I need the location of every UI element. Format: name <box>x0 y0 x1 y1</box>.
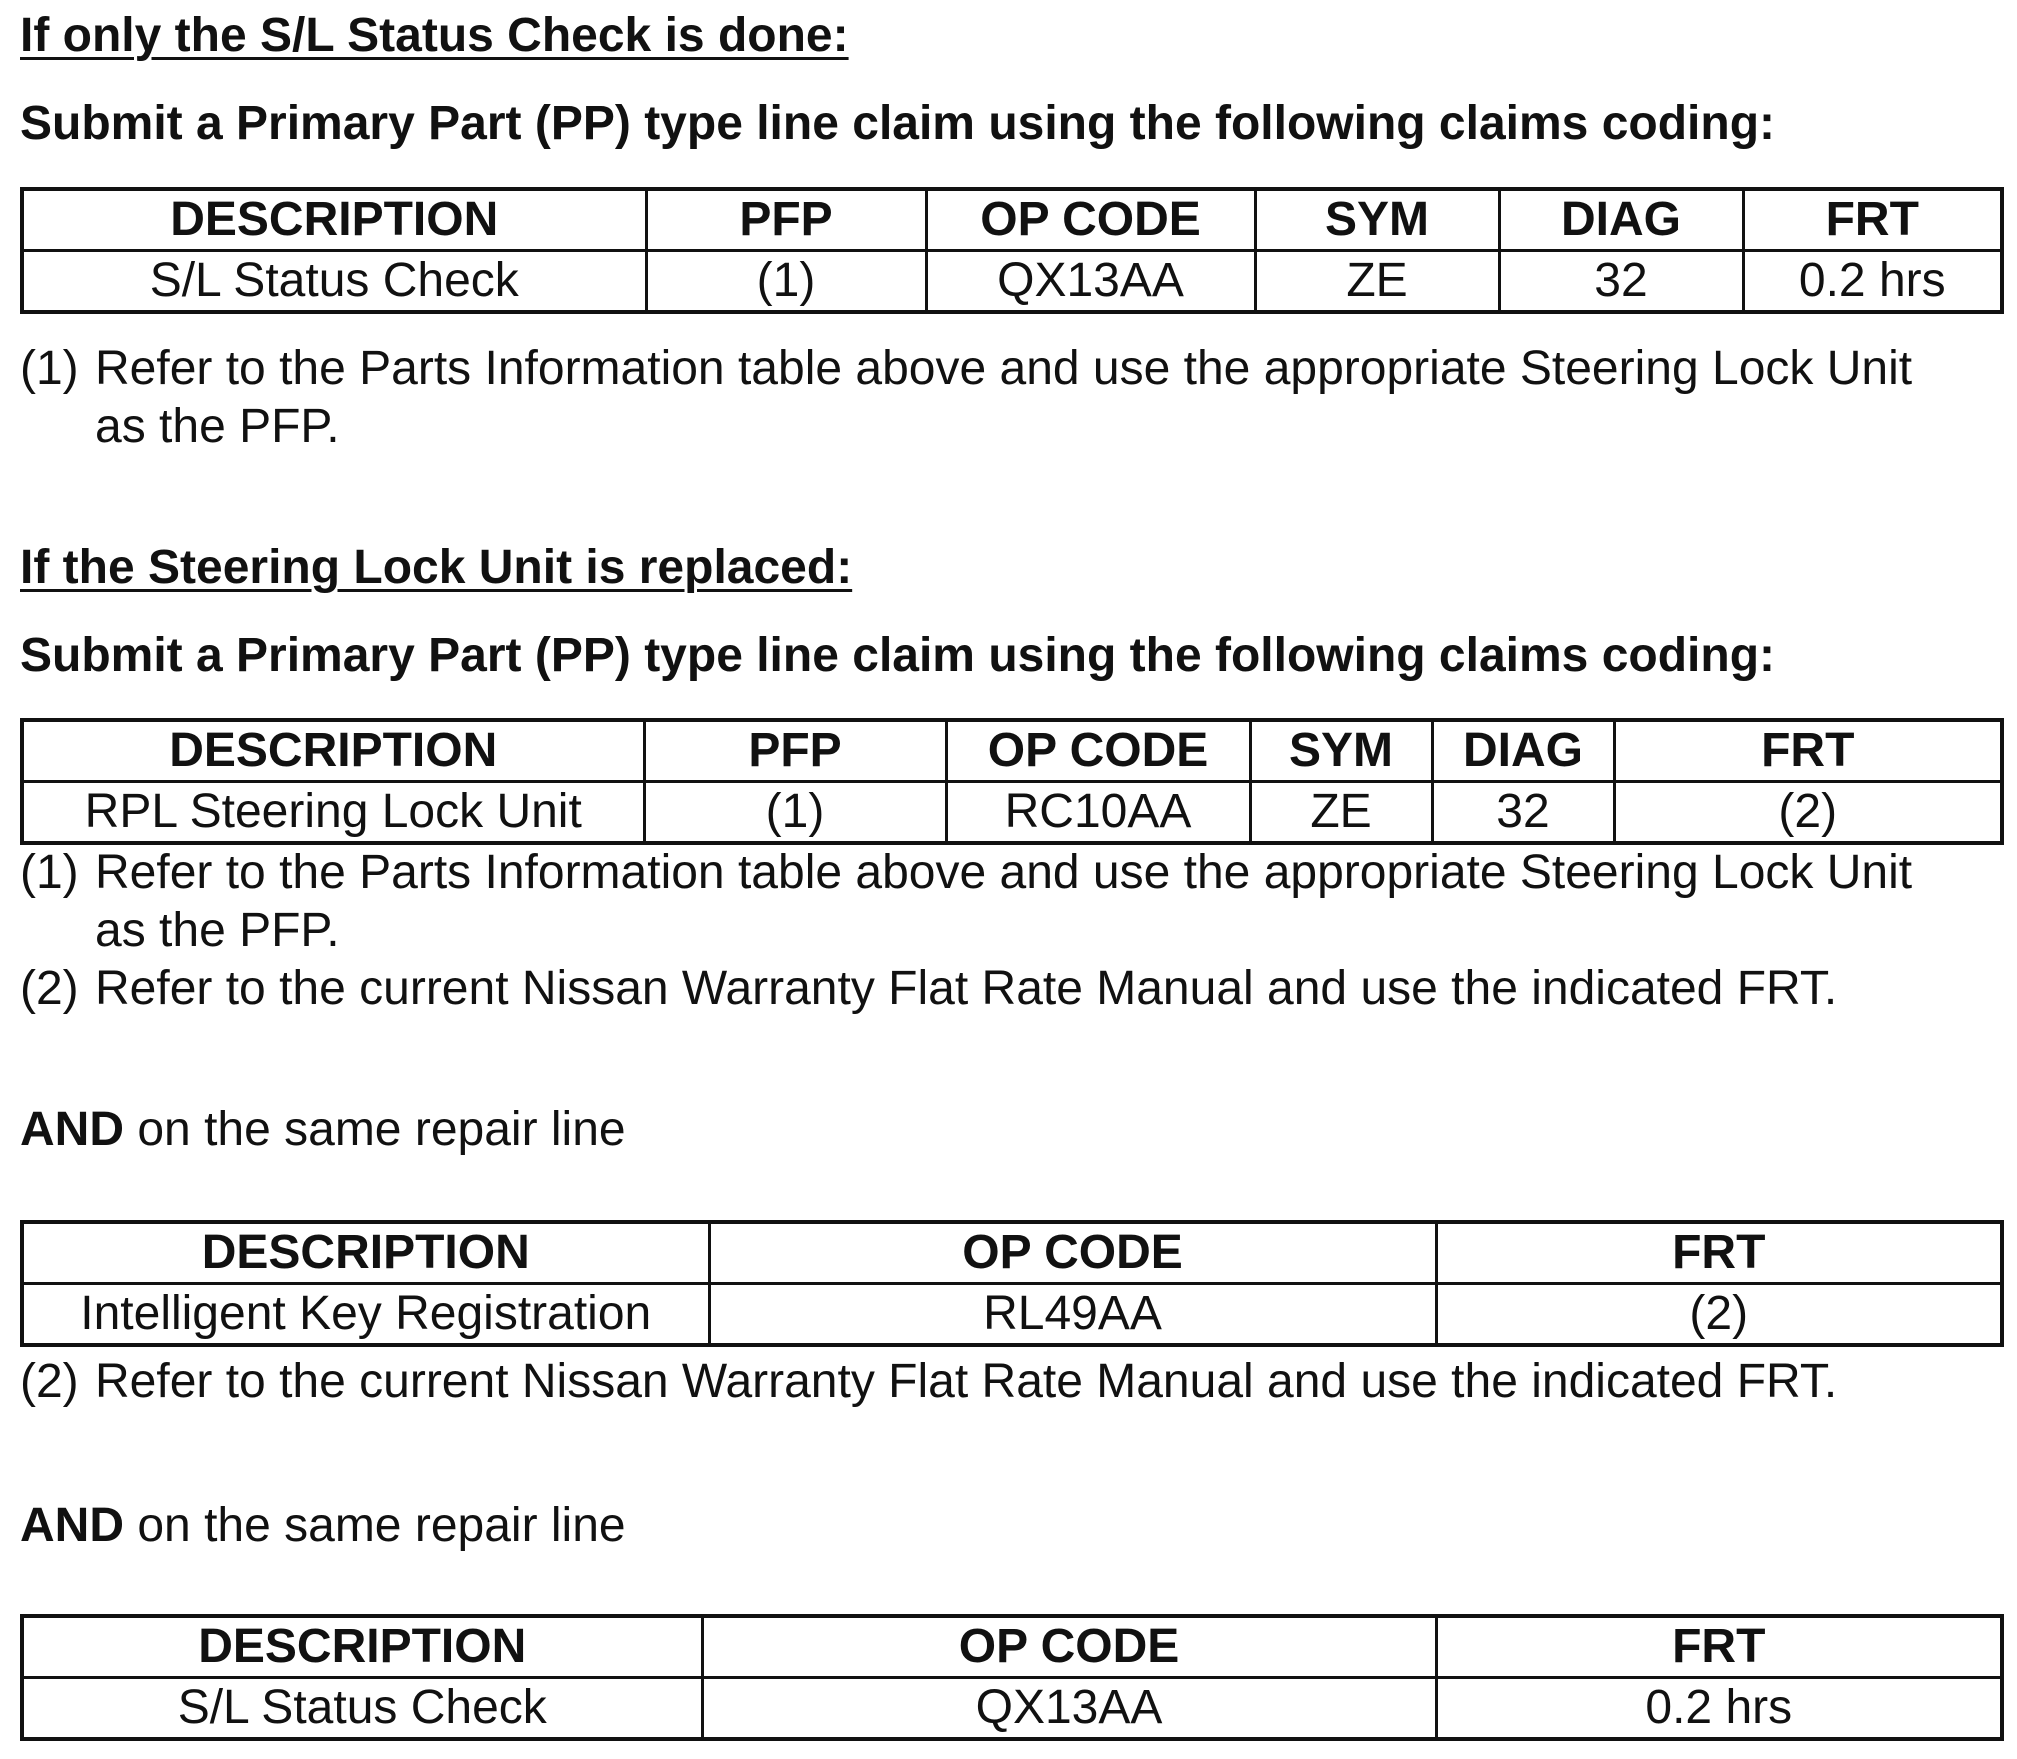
header-description: DESCRIPTION <box>22 1222 709 1284</box>
section2-footnotes <box>20 844 1912 1018</box>
cell-op-code: RC10AA <box>946 782 1250 844</box>
cell-frt: (2) <box>1436 1284 2002 1346</box>
and-keyword: AND <box>20 1103 124 1156</box>
cell-sym: ZE <box>1255 251 1499 313</box>
section1-heading: If only the S/L Status Check is done: <box>20 9 849 62</box>
header-frt: FRT <box>1436 1616 2002 1678</box>
footnote-text: Refer to the current Nissan Warranty Flat Rate Manual and use the indicated FRT. <box>95 1355 1838 1408</box>
header-diag: DIAG <box>1432 720 1614 782</box>
cell-op-code: QX13AA <box>702 1678 1436 1740</box>
footnote-text: Refer to the Parts Information table above and use the appropriate Steering Lock Unit <box>95 342 1913 395</box>
and-same-repair-line-1 <box>20 1102 626 1157</box>
footnote-number: (2) <box>20 962 79 1015</box>
section1-claims-table <box>20 187 2004 314</box>
cell-sym: ZE <box>1250 782 1432 844</box>
cell-diag: 32 <box>1499 251 1743 313</box>
footnote-2 <box>20 960 1912 1018</box>
table-row <box>22 1284 2002 1346</box>
footnote-number: (2) <box>20 1355 79 1408</box>
and-text: on the same repair line <box>124 1499 626 1552</box>
table-row <box>22 782 2002 844</box>
section1-instruction: Submit a Primary Part (PP) type line claim using the following claims coding: <box>20 97 1775 150</box>
header-sym: SYM <box>1250 720 1432 782</box>
cell-description: Intelligent Key Registration <box>22 1284 709 1346</box>
footnote-text: Refer to the Parts Information table above and use the appropriate Steering Lock Unit <box>95 846 1913 899</box>
table-header-row <box>22 1222 2002 1284</box>
header-op-code: OP CODE <box>709 1222 1436 1284</box>
footnote-continuation: as the PFP. <box>95 904 340 957</box>
and-keyword: AND <box>20 1499 124 1552</box>
cell-op-code: RL49AA <box>709 1284 1436 1346</box>
table-header-row <box>22 720 2002 782</box>
and-text: on the same repair line <box>124 1103 626 1156</box>
cell-description: S/L Status Check <box>22 251 646 313</box>
key-registration-table <box>20 1220 2004 1347</box>
cell-frt: 0.2 hrs <box>1743 251 2002 313</box>
cell-frt: 0.2 hrs <box>1436 1678 2002 1740</box>
footnote-continuation: as the PFP. <box>95 400 340 453</box>
and-same-repair-line-2 <box>20 1498 626 1553</box>
header-description: DESCRIPTION <box>22 720 644 782</box>
cell-description: S/L Status Check <box>22 1678 702 1740</box>
table-header-row <box>22 1616 2002 1678</box>
footnote-number: (1) <box>20 846 79 899</box>
section2-heading: If the Steering Lock Unit is replaced: <box>20 541 853 594</box>
header-diag: DIAG <box>1499 189 1743 251</box>
section2-instruction: Submit a Primary Part (PP) type line claim using the following claims coding: <box>20 629 1775 682</box>
footnote-text: Refer to the current Nissan Warranty Flat Rate Manual and use the indicated FRT. <box>95 962 1838 1015</box>
header-frt: FRT <box>1436 1222 2002 1284</box>
header-op-code: OP CODE <box>946 720 1250 782</box>
header-sym: SYM <box>1255 189 1499 251</box>
footnote-1 <box>20 844 1912 902</box>
header-op-code: OP CODE <box>926 189 1255 251</box>
cell-pfp: (1) <box>646 251 926 313</box>
header-description: DESCRIPTION <box>22 189 646 251</box>
cell-description: RPL Steering Lock Unit <box>22 782 644 844</box>
header-pfp: PFP <box>644 720 946 782</box>
header-pfp: PFP <box>646 189 926 251</box>
section1-footnote-1 <box>20 340 1912 456</box>
header-description: DESCRIPTION <box>22 1616 702 1678</box>
footnote-number: (1) <box>20 342 79 395</box>
table-header-row <box>22 189 2002 251</box>
cell-diag: 32 <box>1432 782 1614 844</box>
table-row <box>22 1678 2002 1740</box>
header-frt: FRT <box>1614 720 2002 782</box>
section2-claims-table <box>20 718 2004 845</box>
header-frt: FRT <box>1743 189 2002 251</box>
cell-op-code: QX13AA <box>926 251 1255 313</box>
and-block-1-footnote <box>20 1353 1837 1411</box>
header-op-code: OP CODE <box>702 1616 1436 1678</box>
cell-pfp: (1) <box>644 782 946 844</box>
table-row <box>22 251 2002 313</box>
cell-frt: (2) <box>1614 782 2002 844</box>
status-check-table <box>20 1614 2004 1741</box>
